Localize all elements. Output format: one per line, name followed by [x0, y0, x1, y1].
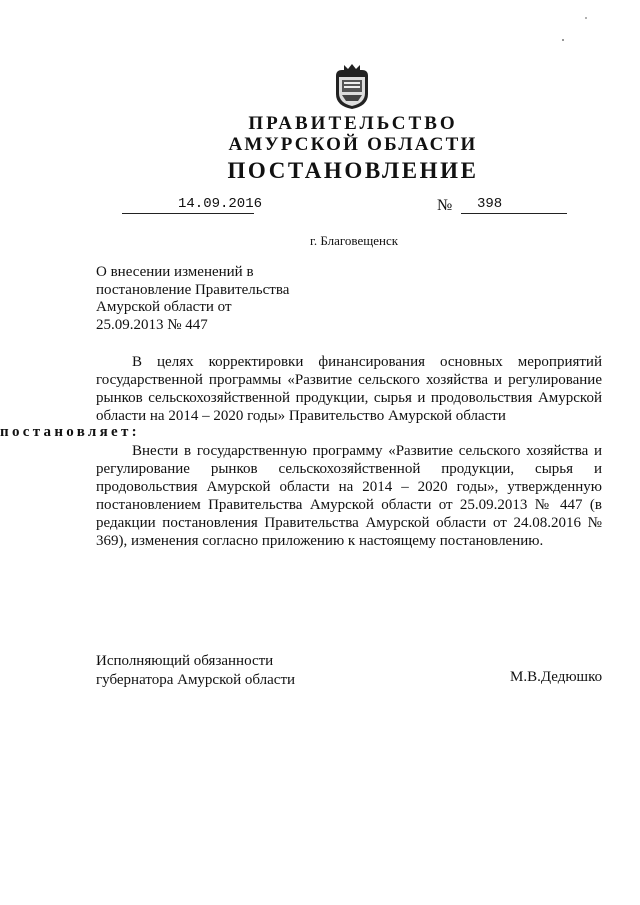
subject-line: О внесении изменений в: [96, 264, 254, 280]
government-title-line2: АМУРСКОЙ ОБЛАСТИ: [228, 134, 478, 155]
subject-line: Амурской области от: [96, 299, 232, 315]
document-type-title: ПОСТАНОВЛЕНИЕ: [227, 158, 479, 183]
city-line: г. Благовещенск: [310, 233, 399, 248]
coat-of-arms-icon: [330, 64, 374, 110]
number-sign: №: [437, 197, 453, 214]
signatory-position-line: Исполняющий обязанности: [96, 653, 274, 669]
signatory-name: М.В.Дедюшко: [510, 669, 603, 685]
document-subject: [96, 264, 336, 334]
government-title-line1: ПРАВИТЕЛЬСТВО: [248, 113, 458, 134]
signatory-position-line: губернатора Амурской области: [96, 672, 296, 688]
preamble-paragraph: В целях корректировки финансирования основных мероприятий государственной программы «Развитие сельского хозяйства и регулирование рынков сельскохозяйственной продукции, сырья и продовольствия Амурской области на 2014 – 2020 годы» Правительство Амурской области: [96, 354, 602, 424]
document-number: 398: [477, 196, 503, 212]
resolution-paragraph: Внести в государственную программу «Развитие сельского хозяйства и регулирование рынков сельскохозяйственной продукции, сырья и продовольствия Амурской области на 2014 – 2020 годы», утвержденную постановлением Правительства Амурской области от 25.09.2013 № 447 (в редакции постановления Правительства Амурской области от 24.08.2016 № 369), изменения согласно приложению к настоящему постановлению.: [96, 443, 602, 549]
signatory-position: [96, 652, 356, 690]
scan-speck: [585, 17, 587, 19]
scan-speck: [562, 39, 564, 41]
decree-word: постановляет:: [0, 424, 140, 440]
subject-line: 25.09.2013 № 447: [96, 316, 208, 333]
document-date: 14.09.2016: [178, 196, 263, 212]
subject-line: постановление Правительства: [96, 281, 290, 298]
